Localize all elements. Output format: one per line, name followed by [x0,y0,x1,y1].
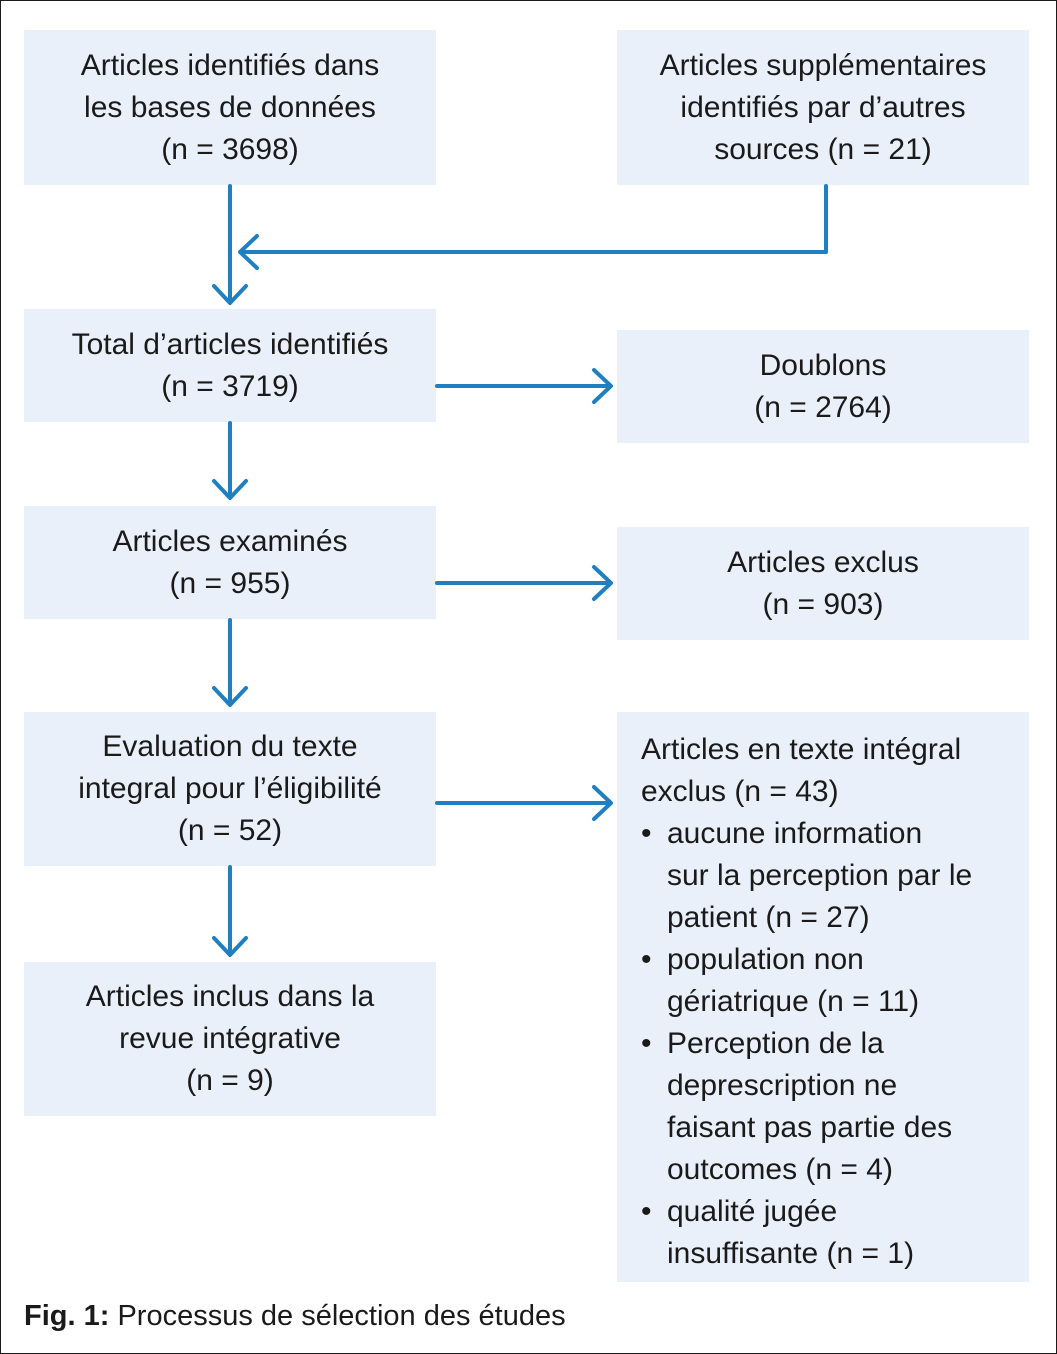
box-total-identified: Total d’articles identifiés (n = 3719) [24,309,436,422]
list-item: • aucune information sur la perception par le patient (n = 27) [641,813,972,939]
list-item: • population non gériatrique (n = 11) [641,939,972,1023]
box-fulltext-excluded: Articles en texte intégral exclus (n = 43) • aucune information sur la perception par le patient (n = 27) • population non gériatrique (n = 11) • Perception de la deprescription ne faisant pas partie des outcomes (n = 4) • qualité jugée insuffisante (n = 1) [617,712,1029,1282]
box-excluded: Articles exclus (n = 903) [617,527,1029,640]
caption-label: Fig. 1: [24,1300,110,1332]
bullet-icon: • [641,817,652,850]
arrow-fulltext-to-included [214,867,246,955]
bullet-icon: • [641,1027,652,1060]
box-database-records: Articles identifiés dans les bases de données (n = 3698) [24,30,436,185]
arrow-fulltext-to-excluded [437,787,611,819]
box-screened: Articles examinés (n = 955) [24,506,436,619]
bullet-icon: • [641,943,652,976]
arrow-screened-to-fulltext [214,620,246,705]
arrow-db-to-total [214,186,246,303]
box-duplicates: Doublons (n = 2764) [617,330,1029,443]
box-other-sources: Articles supplémentaires identifiés par d’autres sources (n = 21) [617,30,1029,185]
bullet-icon: • [641,1195,652,1228]
list-item: • qualité jugée insuffisante (n = 1) [641,1191,972,1275]
figure-caption [24,1300,566,1333]
arrow-total-to-duplicates [437,370,611,402]
arrow-other-to-merge [240,186,826,268]
list-item: • Perception de la deprescription ne faisant pas partie des outcomes (n = 4) [641,1023,972,1191]
arrow-total-to-screened [214,423,246,498]
box-fulltext-assessed: Evaluation du texte integral pour l’éligibilité (n = 52) [24,712,436,866]
arrow-screened-to-excluded [437,567,611,599]
caption-text: Processus de sélection des études [109,1300,566,1332]
box-included: Articles inclus dans la revue intégrative (n = 9) [24,962,436,1116]
